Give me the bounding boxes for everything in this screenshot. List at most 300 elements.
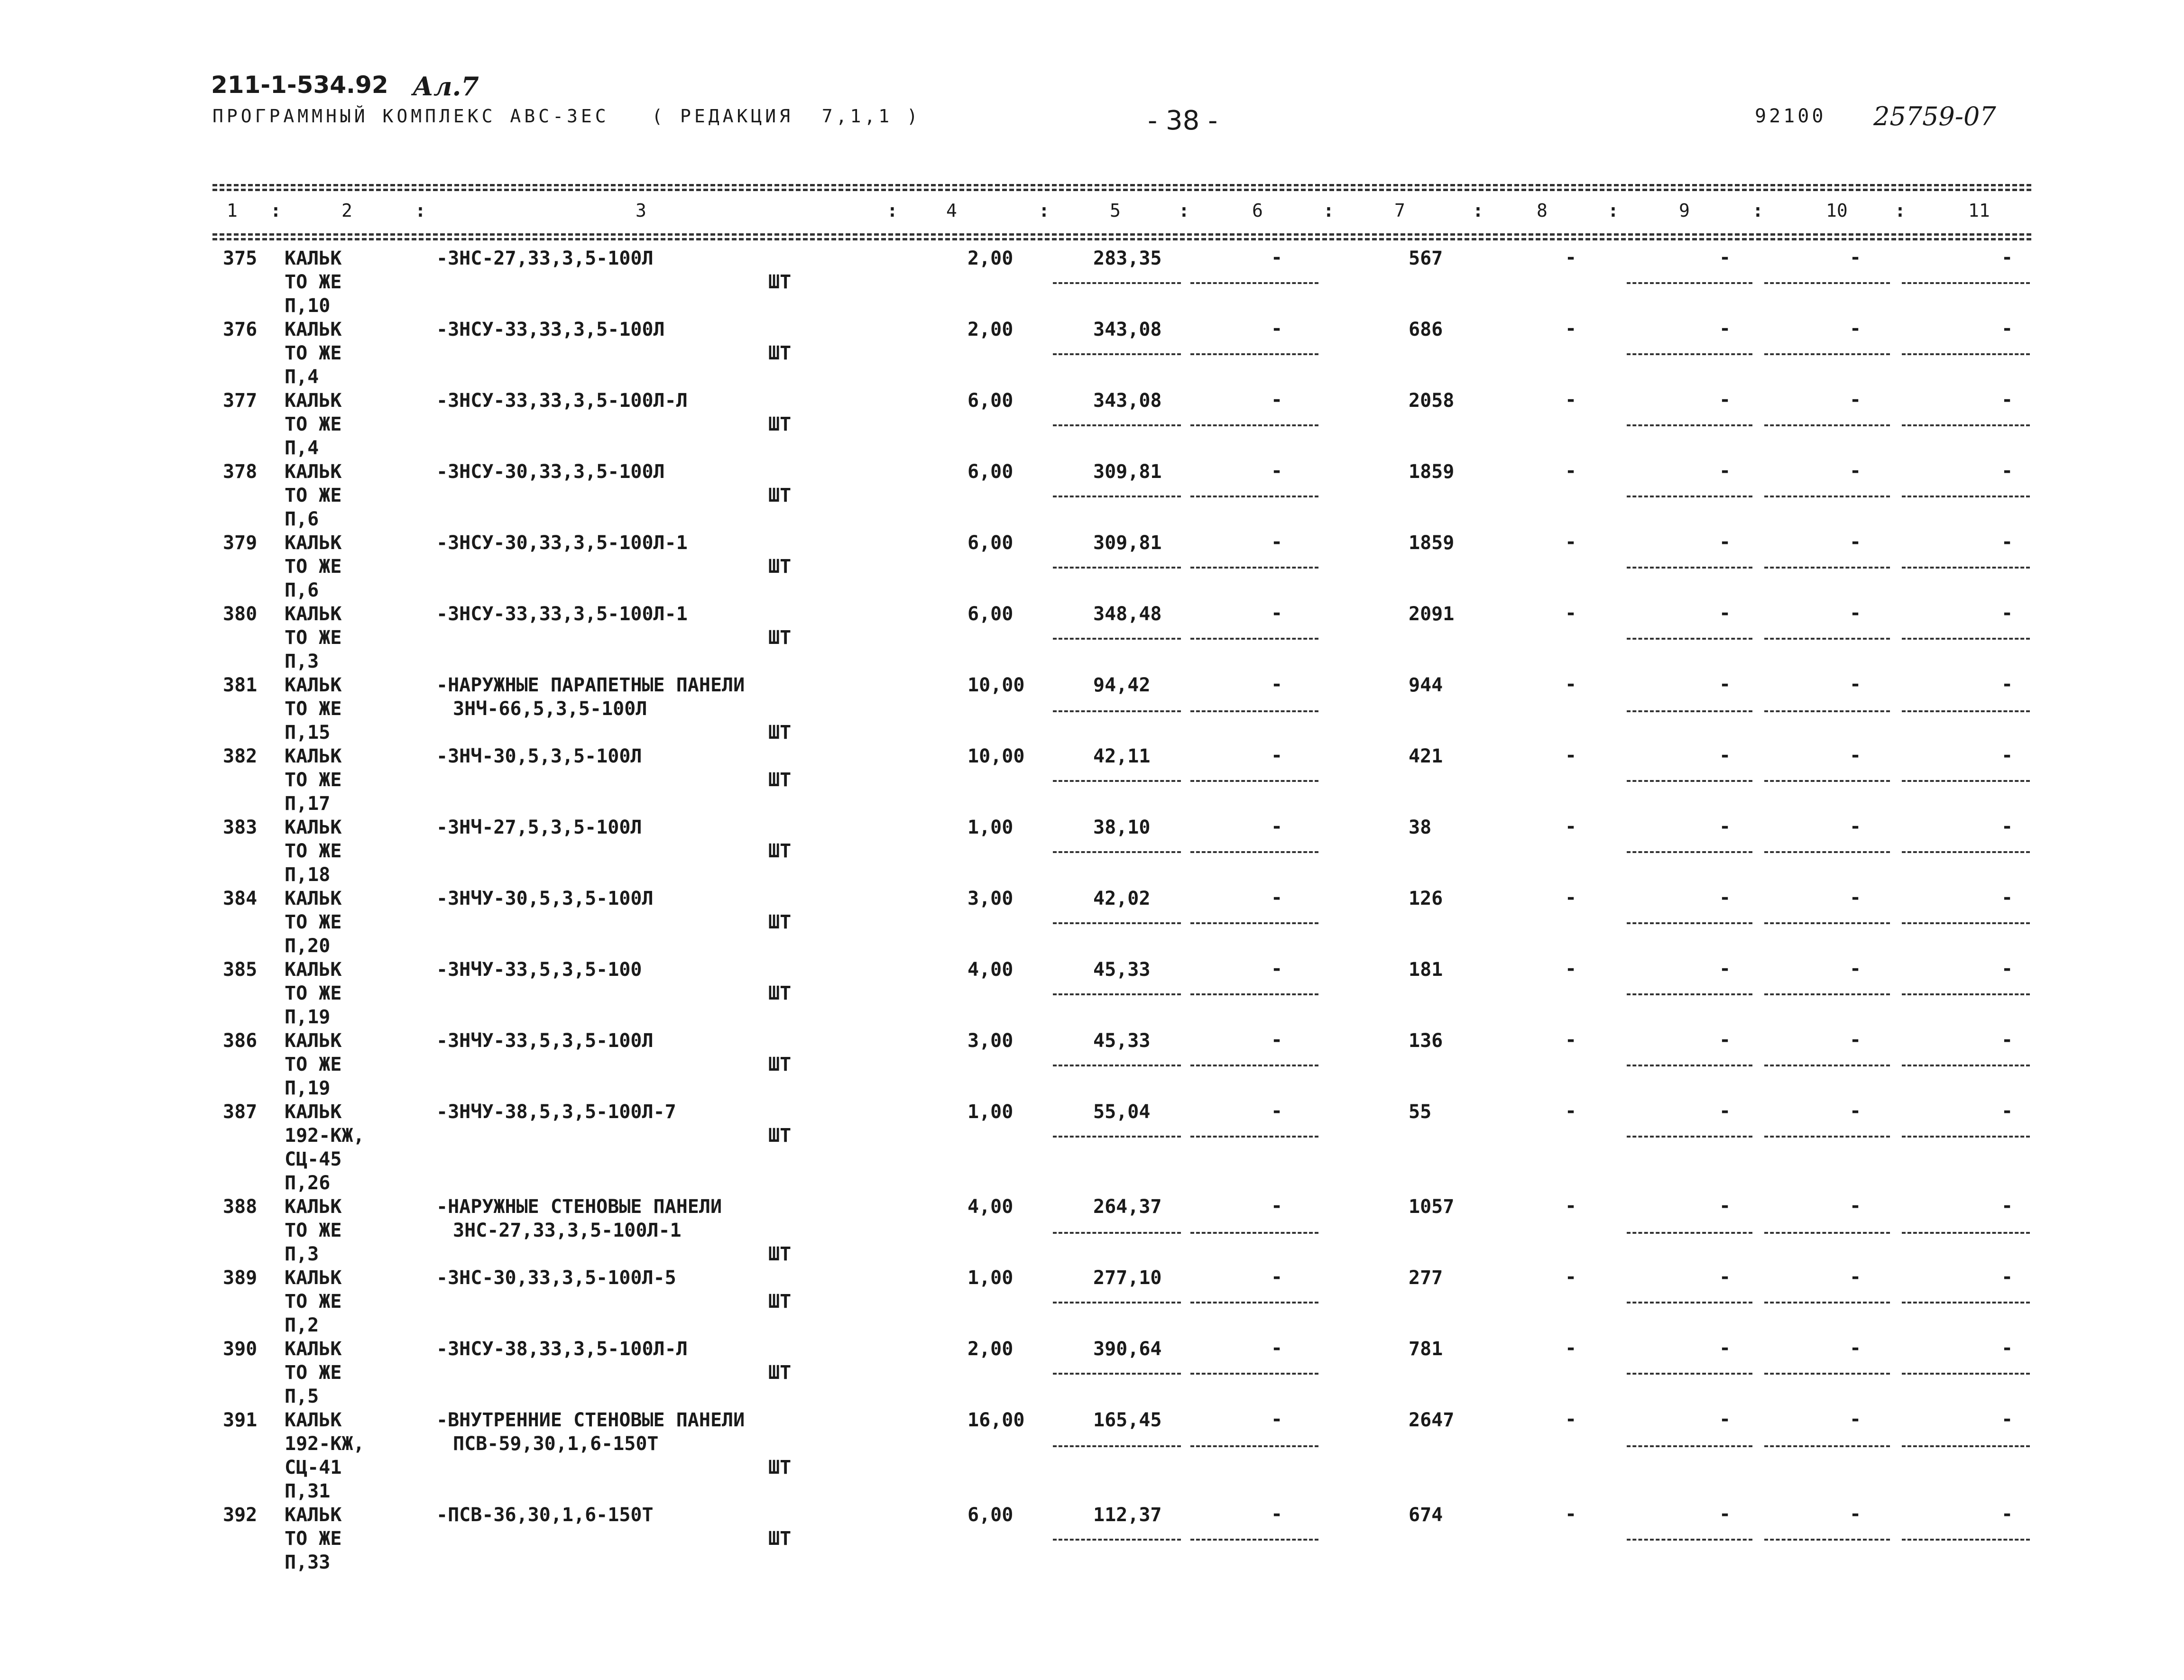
source-reference: П,6 (285, 508, 319, 530)
total-cost: 2647 (1409, 1409, 1455, 1431)
source-reference: ТО ЖЕ (285, 1362, 342, 1384)
code-primary: 92100 (1755, 105, 1826, 127)
subtotal-rule (1627, 993, 1752, 995)
subtotal-rule (1902, 1373, 2030, 1375)
unit-price: 283,35 (1093, 248, 1162, 269)
table-row (0, 958, 2184, 1029)
empty-value-dash: - (1565, 247, 1577, 268)
source-reference: КАЛЬК (285, 1267, 342, 1289)
empty-value-dash: - (2001, 887, 2013, 909)
empty-value-dash: - (1565, 1503, 1577, 1525)
table-row (0, 247, 2184, 318)
empty-value-dash: - (1850, 389, 1861, 411)
empty-value-dash: - (1271, 460, 1283, 482)
subtotal-rule (1627, 710, 1752, 712)
total-cost: 781 (1409, 1338, 1443, 1360)
empty-value-dash: - (1271, 1408, 1283, 1430)
subtotal-rule (1190, 496, 1318, 497)
unit: ШТ (768, 1291, 792, 1313)
empty-value-dash: - (1271, 389, 1283, 411)
empty-value-dash: - (1719, 816, 1731, 837)
column-separator: : (1608, 200, 1619, 221)
page-number: - 38 - (1148, 105, 1218, 136)
row-number: 381 (223, 674, 258, 696)
total-cost: 277 (1409, 1267, 1443, 1289)
subtotal-rule (1053, 780, 1181, 782)
row-number: 377 (223, 390, 258, 412)
empty-value-dash: - (1565, 1408, 1577, 1430)
item-description: -НАРУЖНЫЕ СТЕНОВЫЕ ПАНЕЛИ (436, 1196, 722, 1218)
quantity: 1,00 (968, 1101, 1014, 1123)
subtotal-rule (1053, 496, 1181, 497)
empty-value-dash: - (2001, 389, 2013, 411)
item-description: -3НЧУ-38,5,3,5-100Л-7 (436, 1101, 676, 1123)
row-number: 390 (223, 1338, 258, 1360)
subtotal-rule (1764, 922, 1890, 924)
source-reference: СЦ-45 (285, 1148, 342, 1170)
empty-value-dash: - (1271, 602, 1283, 624)
quantity: 6,00 (968, 532, 1014, 554)
empty-value-dash: - (1271, 744, 1283, 766)
row-number: 385 (223, 959, 258, 981)
subtotal-rule (1627, 1302, 1752, 1304)
row-number: 375 (223, 248, 258, 269)
row-number: 380 (223, 603, 258, 625)
subtotal-rule (1764, 1065, 1890, 1066)
empty-value-dash: - (1565, 389, 1577, 411)
table-row (0, 1100, 2184, 1195)
source-reference: КАЛЬК (285, 1196, 342, 1218)
quantity: 10,00 (968, 745, 1025, 767)
subtotal-rule (1764, 1373, 1890, 1375)
subtotal-rule (1902, 1539, 2030, 1541)
subtotal-rule (1190, 1539, 1318, 1541)
source-reference: П,15 (285, 722, 331, 744)
subtotal-rule (1764, 1302, 1890, 1304)
empty-value-dash: - (1850, 318, 1861, 340)
empty-value-dash: - (1719, 1408, 1731, 1430)
table-row (0, 1503, 2184, 1574)
unit-price: 55,04 (1093, 1101, 1151, 1123)
source-reference: ТО ЖЕ (285, 413, 342, 435)
unit-price: 390,64 (1093, 1338, 1162, 1360)
subtotal-rule (1627, 1065, 1752, 1066)
subtotal-rule (1627, 1539, 1752, 1541)
total-cost: 686 (1409, 319, 1443, 340)
top-rule (212, 184, 2031, 186)
source-reference: ТО ЖЕ (285, 271, 342, 293)
empty-value-dash: - (1565, 318, 1577, 340)
empty-value-dash: - (1271, 318, 1283, 340)
unit-price: 309,81 (1093, 532, 1162, 554)
empty-value-dash: - (2001, 1408, 2013, 1430)
subtotal-rule (1190, 1065, 1318, 1066)
subtotal-rule (1627, 282, 1752, 284)
table-body (0, 247, 2184, 1574)
subtotal-rule (1902, 1302, 2030, 1304)
row-number: 388 (223, 1196, 258, 1218)
empty-value-dash: - (1565, 1100, 1577, 1122)
total-cost: 674 (1409, 1504, 1443, 1526)
total-cost: 38 (1409, 817, 1432, 838)
empty-value-dash: - (2001, 744, 2013, 766)
empty-value-dash: - (2001, 602, 2013, 624)
subtotal-rule (1902, 638, 2030, 640)
subtotal-rule (1190, 780, 1318, 782)
source-reference: КАЛЬК (285, 1409, 342, 1431)
subtotal-rule (1902, 1065, 2030, 1066)
column-header-11: 11 (1968, 200, 1990, 221)
unit: ШТ (768, 1054, 792, 1075)
table-row (0, 1195, 2184, 1266)
column-separator: : (1473, 200, 1484, 221)
subtotal-rule (1902, 710, 2030, 712)
unit-price: 348,48 (1093, 603, 1162, 625)
subtotal-rule (1902, 424, 2030, 426)
row-number: 383 (223, 817, 258, 838)
empty-value-dash: - (1719, 673, 1731, 695)
row-number: 382 (223, 745, 258, 767)
subtotal-rule (1764, 1445, 1890, 1447)
empty-value-dash: - (2001, 1100, 2013, 1122)
empty-value-dash: - (1850, 247, 1861, 268)
empty-value-dash: - (1565, 887, 1577, 909)
subtotal-rule (1190, 1136, 1318, 1138)
column-header-1: 1 (227, 200, 238, 221)
empty-value-dash: - (1565, 673, 1577, 695)
empty-value-dash: - (1271, 887, 1283, 909)
subtotal-rule (1190, 851, 1318, 853)
source-reference: 192-КЖ, (285, 1433, 365, 1455)
table-row (0, 460, 2184, 531)
subtotal-rule (1190, 993, 1318, 995)
source-reference: ТО ЖЕ (285, 627, 342, 649)
row-number: 387 (223, 1101, 258, 1123)
unit-price: 94,42 (1093, 674, 1151, 696)
subtotal-rule (1190, 710, 1318, 712)
subtotal-rule (1190, 922, 1318, 924)
subtotal-rule (1053, 1373, 1181, 1375)
total-cost: 2058 (1409, 390, 1455, 412)
source-reference: ТО ЖЕ (285, 698, 342, 720)
subtotal-rule (1053, 1232, 1181, 1234)
empty-value-dash: - (1850, 602, 1861, 624)
source-reference: ТО ЖЕ (285, 342, 342, 364)
subtotal-rule (1627, 567, 1752, 569)
empty-value-dash: - (1719, 531, 1731, 553)
unit-price: 42,11 (1093, 745, 1151, 767)
item-description: -3НСУ-30,33,3,5-100Л-1 (436, 532, 688, 554)
empty-value-dash: - (1271, 1100, 1283, 1122)
empty-value-dash: - (2001, 816, 2013, 837)
subtotal-rule (1053, 922, 1181, 924)
subtotal-rule (1627, 353, 1752, 355)
subtotal-rule (1764, 638, 1890, 640)
column-header-6: 6 (1252, 200, 1263, 221)
empty-value-dash: - (1850, 958, 1861, 980)
column-header-8: 8 (1537, 200, 1548, 221)
subtotal-rule (1764, 282, 1890, 284)
column-separator: : (1895, 200, 1906, 221)
empty-value-dash: - (1271, 958, 1283, 980)
empty-value-dash: - (1719, 1195, 1731, 1217)
column-separator: : (1323, 200, 1334, 221)
subtotal-rule (1902, 993, 2030, 995)
top-rule-2 (212, 189, 2031, 191)
column-separator: : (415, 200, 426, 221)
source-reference: КАЛЬК (285, 248, 342, 269)
subtotal-rule (1053, 424, 1181, 426)
item-description-line2: 3НС-27,33,3,5-100Л-1 (453, 1220, 682, 1241)
empty-value-dash: - (1850, 744, 1861, 766)
empty-value-dash: - (1719, 1100, 1731, 1122)
table-row (0, 1266, 2184, 1337)
empty-value-dash: - (1719, 1337, 1731, 1359)
subtotal-rule (1190, 1232, 1318, 1234)
subtotal-rule (1902, 780, 2030, 782)
source-reference: ТО ЖЕ (285, 1528, 342, 1550)
total-cost: 55 (1409, 1101, 1432, 1123)
source-reference: П,19 (285, 1077, 331, 1099)
empty-value-dash: - (1850, 1195, 1861, 1217)
subtotal-rule (1627, 1136, 1752, 1138)
empty-value-dash: - (1565, 460, 1577, 482)
table-row (0, 744, 2184, 816)
source-reference: ТО ЖЕ (285, 1220, 342, 1241)
empty-value-dash: - (2001, 1195, 2013, 1217)
empty-value-dash: - (1565, 1029, 1577, 1051)
item-description: -3НСУ-33,33,3,5-100Л (436, 319, 665, 340)
unit-price: 277,10 (1093, 1267, 1162, 1289)
subtotal-rule (1627, 851, 1752, 853)
column-header-10: 10 (1826, 200, 1848, 221)
item-description: -3НЧУ-30,5,3,5-100Л (436, 888, 654, 909)
quantity: 3,00 (968, 1030, 1014, 1052)
source-reference: ТО ЖЕ (285, 769, 342, 791)
total-cost: 1859 (1409, 461, 1455, 483)
subtotal-rule (1627, 1445, 1752, 1447)
subtotal-rule (1902, 496, 2030, 497)
table-row (0, 389, 2184, 460)
table-row (0, 318, 2184, 389)
source-reference: П,4 (285, 437, 319, 459)
unit: ШТ (768, 342, 792, 364)
empty-value-dash: - (1565, 816, 1577, 837)
subtotal-rule (1053, 851, 1181, 853)
row-number: 392 (223, 1504, 258, 1526)
item-description: -НАРУЖНЫЕ ПАРАПЕТНЫЕ ПАНЕЛИ (436, 674, 745, 696)
document-header (0, 0, 2184, 142)
source-reference: КАЛЬК (285, 319, 342, 340)
sheet-label: Ал.7 (413, 71, 479, 101)
unit: ШТ (768, 769, 792, 791)
quantity: 3,00 (968, 888, 1014, 909)
source-reference: КАЛЬК (285, 1338, 342, 1360)
empty-value-dash: - (1850, 816, 1861, 837)
subtotal-rule (1053, 638, 1181, 640)
empty-value-dash: - (1850, 1029, 1861, 1051)
empty-value-dash: - (1565, 1195, 1577, 1217)
document-code: 211-1-534.92 (211, 71, 388, 99)
subtotal-rule (1902, 567, 2030, 569)
item-description-line2: ПСВ-59,30,1,6-150Т (453, 1433, 659, 1455)
item-description: -3НЧУ-33,5,3,5-100 (436, 959, 642, 981)
unit-price: 112,37 (1093, 1504, 1162, 1526)
subtotal-rule (1627, 638, 1752, 640)
source-reference: П,17 (285, 793, 331, 815)
subtotal-rule (1902, 1136, 2030, 1138)
column-header-7: 7 (1394, 200, 1405, 221)
total-cost: 1057 (1409, 1196, 1455, 1218)
source-reference: П,5 (285, 1386, 319, 1407)
total-cost: 567 (1409, 248, 1443, 269)
source-reference: КАЛЬК (285, 603, 342, 625)
item-description: -3НСУ-33,33,3,5-100Л-Л (436, 390, 688, 412)
empty-value-dash: - (1719, 460, 1731, 482)
empty-value-dash: - (1565, 1266, 1577, 1288)
source-reference: П,26 (285, 1172, 331, 1194)
quantity: 1,00 (968, 1267, 1014, 1289)
empty-value-dash: - (1850, 673, 1861, 695)
source-reference: КАЛЬК (285, 461, 342, 483)
source-reference: ТО ЖЕ (285, 982, 342, 1004)
source-reference: КАЛЬК (285, 1030, 342, 1052)
subtotal-rule (1902, 1445, 2030, 1447)
empty-value-dash: - (1271, 247, 1283, 268)
column-header-5: 5 (1110, 200, 1121, 221)
item-description: -3НС-30,33,3,5-100Л-5 (436, 1267, 676, 1289)
empty-value-dash: - (1719, 389, 1731, 411)
unit: ШТ (768, 911, 792, 933)
quantity: 1,00 (968, 817, 1014, 838)
empty-value-dash: - (1719, 958, 1731, 980)
subtotal-rule (1053, 353, 1181, 355)
unit: ШТ (768, 722, 792, 744)
table-row (0, 531, 2184, 602)
empty-value-dash: - (1271, 1195, 1283, 1217)
subtotal-rule (1902, 922, 2030, 924)
table-row (0, 673, 2184, 744)
empty-value-dash: - (1271, 1029, 1283, 1051)
subtotal-rule (1190, 567, 1318, 569)
source-reference: КАЛЬК (285, 888, 342, 909)
subtotal-rule (1053, 282, 1181, 284)
subtotal-rule (1764, 496, 1890, 497)
quantity: 6,00 (968, 390, 1014, 412)
empty-value-dash: - (1719, 602, 1731, 624)
subtotal-rule (1053, 710, 1181, 712)
unit: ШТ (768, 485, 792, 506)
source-reference: ТО ЖЕ (285, 1054, 342, 1075)
empty-value-dash: - (2001, 673, 2013, 695)
subtotal-rule (1764, 1136, 1890, 1138)
row-number: 384 (223, 888, 258, 909)
subtotal-rule (1764, 851, 1890, 853)
total-cost: 421 (1409, 745, 1443, 767)
total-cost: 136 (1409, 1030, 1443, 1052)
subtotal-rule (1190, 353, 1318, 355)
quantity: 2,00 (968, 1338, 1014, 1360)
unit: ШТ (768, 556, 792, 578)
subtotal-rule (1764, 1232, 1890, 1234)
unit: ШТ (768, 413, 792, 435)
subtotal-rule (1902, 851, 2030, 853)
empty-value-dash: - (1850, 460, 1861, 482)
source-reference: П,2 (285, 1314, 319, 1336)
item-description: -3НСУ-33,33,3,5-100Л-1 (436, 603, 688, 625)
subtotal-rule (1627, 1232, 1752, 1234)
source-reference: КАЛЬК (285, 959, 342, 981)
unit: ШТ (768, 840, 792, 862)
unit-price: 165,45 (1093, 1409, 1162, 1431)
subtotal-rule (1190, 1445, 1318, 1447)
source-reference: ТО ЖЕ (285, 911, 342, 933)
unit: ШТ (768, 1125, 792, 1147)
row-number: 391 (223, 1409, 258, 1431)
quantity: 10,00 (968, 674, 1025, 696)
item-description: -3НСУ-30,33,3,5-100Л (436, 461, 665, 483)
quantity: 6,00 (968, 461, 1014, 483)
table-row (0, 816, 2184, 887)
total-cost: 944 (1409, 674, 1443, 696)
unit-price: 264,37 (1093, 1196, 1162, 1218)
subtotal-rule (1190, 424, 1318, 426)
table-row (0, 1029, 2184, 1100)
unit-price: 45,33 (1093, 1030, 1151, 1052)
source-reference: КАЛЬК (285, 390, 342, 412)
empty-value-dash: - (2001, 1337, 2013, 1359)
empty-value-dash: - (2001, 460, 2013, 482)
table-row (0, 887, 2184, 958)
source-reference: КАЛЬК (285, 532, 342, 554)
empty-value-dash: - (1719, 744, 1731, 766)
empty-value-dash: - (1719, 318, 1731, 340)
subtotal-rule (1053, 1302, 1181, 1304)
empty-value-dash: - (1271, 531, 1283, 553)
empty-value-dash: - (1719, 887, 1731, 909)
empty-value-dash: - (1719, 1503, 1731, 1525)
item-description: -3НС-27,33,3,5-100Л (436, 248, 654, 269)
source-reference: П,33 (285, 1551, 331, 1573)
item-description: -3НСУ-38,33,3,5-100Л-Л (436, 1338, 688, 1360)
row-number: 379 (223, 532, 258, 554)
header-rule (212, 233, 2031, 236)
unit: ШТ (768, 1243, 792, 1265)
column-separator: : (270, 200, 281, 221)
unit: ШТ (768, 1362, 792, 1384)
source-reference: КАЛЬК (285, 745, 342, 767)
source-reference: ТО ЖЕ (285, 485, 342, 506)
subtotal-rule (1764, 993, 1890, 995)
column-header-2: 2 (341, 200, 352, 221)
source-reference: 192-КЖ, (285, 1125, 365, 1147)
subtotal-rule (1627, 780, 1752, 782)
empty-value-dash: - (1271, 816, 1283, 837)
subtotal-rule (1053, 1539, 1181, 1541)
row-number: 376 (223, 319, 258, 340)
quantity: 2,00 (968, 248, 1014, 269)
subtotal-rule (1764, 353, 1890, 355)
unit-price: 45,33 (1093, 959, 1151, 981)
subtotal-rule (1190, 638, 1318, 640)
source-reference: ТО ЖЕ (285, 556, 342, 578)
quantity: 4,00 (968, 959, 1014, 981)
source-reference: КАЛЬК (285, 1504, 342, 1526)
subtotal-rule (1764, 424, 1890, 426)
table-row (0, 1408, 2184, 1503)
column-header-9: 9 (1679, 200, 1690, 221)
total-cost: 181 (1409, 959, 1443, 981)
